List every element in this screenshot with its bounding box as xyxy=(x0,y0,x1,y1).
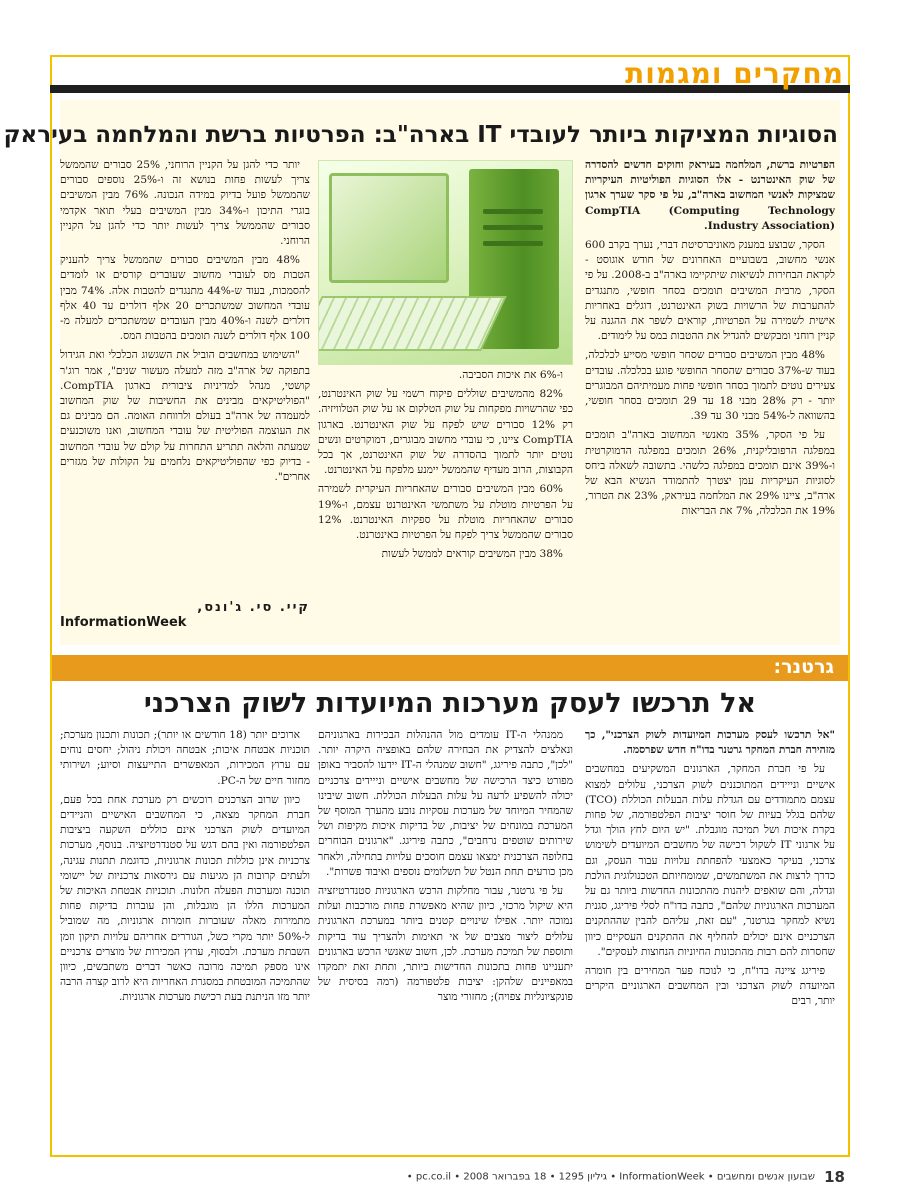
page-number: 18 xyxy=(824,1168,845,1186)
article-paragraph: פיריגג ציינה בדו"ח, כי לנוכח פער המחירים בין חומרה המיועדת לשוק הצרכני ובין המחשבים הארגוניים היקרים יותר, רבים xyxy=(585,965,835,1008)
drive-slot xyxy=(483,241,543,246)
article-1-column-1 xyxy=(585,158,835,640)
article-paragraph: 48% מבין המשיבים סבורים שהממשל צריך להעניק הטבות מס לעובדי מחשוב שעוברים קורסים או לומדים להסמכות, בעוד ש-44% מתנגדים להטבות אלה. 74% מבין עובדי המחשוב שמשתכרים 20 אלף דולרים עד 40 אלף דולרים לשנה ו-40% מבין העובדים שמשתכרים למעלה מ- 100 אלף דולרים לשנה תומכים בהטבות המס. xyxy=(60,254,310,343)
article-paragraph: 48% מבין המשיבים סבורים שסחר חופשי מסייע לכלכלה, בעוד ש-37% סבורים שהסחר החופשי פוגע בכלכלה. עובדים צעירים נוטים לתמוך בסחר חופשי פחות מעמיתיהם המבוגרים יותר - רק 28% מבני 18 עד 29 תומכים בסחר חופשי, בהשוואה ל-54% מבני 30 עד 39. xyxy=(585,349,835,423)
article-2-band-label: גרטנר: xyxy=(773,656,834,678)
article-1-lead: הפרטיות ברשת, המלחמה בעיראק וחוקים חדשים להסדרה של שוק האינטרנט - אלו הסוגיות הפוליטיות העיקריות שמציקות לאנשי המחשוב בארה"ב, על פי סקר שערך ארגון CompTIA (Computing Technology Industry Association). xyxy=(585,159,835,232)
byline-publication: InformationWeek xyxy=(60,615,187,630)
article-paragraph: 38% מבין המשיבים קוראים לממשל לעשות xyxy=(381,548,563,561)
article-paragraph: על פי גרטנר, עבור מחלקות הרכש הארגוניות סטנדרטיזציה היא שיקול מרכזי, כיוון שהיא מאפשרת פחות מורכבות ועלות נמוכה יותר. אפילו שינויים קטנים ביותר במערכת הארגונית עלולים ליצור מצבים של אי תאימות ולהצריך עוד בדיקות ותוספת של תמיכת מערכת. לכן, חשוב שאנשי הרכש בארגונים יתעניינו פחות בתכונות החדישות ביותר, ותחת זאת יתמקדו במאפיינים שלהקן: יציבות פלטפורמה (רמה בסיסית של פונקציונליות צפויה); מחזורי מוצר xyxy=(318,885,573,1004)
article-1-headline: הסוגיות המציקות ביותר לעובדי IT בארה"ב: הפרטיות ברשת והמלחמה בעיראק xyxy=(3,122,838,148)
article-paragraph: יותר כדי להגן על הקניין הרוחני, 25% סבורים שהממשל צריך לעשות פחות בנושא זה ו-25% נוספים סבורים שהממשל פועל בדיוק במידה הנכונה. 76% מבין המשיבים בוגרי התיכון ו-34% מבין המשיבים בעלי תואר אקדמי סבורים שהממשל צריך לעשות יותר כדי להגן על הקניין הרוחני. xyxy=(60,159,310,248)
article-paragraph: על פי הסקר, 35% מאנשי המחשוב בארה"ב תומכים במפלגה הרפובליקנית, 26% תומכים במפלגה הדמוקרטית ו-39% אינם תומכים במפלגה כלשהי. בתשובה לשאלה ביחס לסוגיות העיקריות עמן יצטרך להתמודד הנשיא הבא של ארה"ב, ציינו 29% את המלחמה בעיראק, 23% את הטרור, 19% את הכלכלה, 7% את הבריאות xyxy=(585,429,835,518)
monitor-shape xyxy=(329,173,449,283)
drive-slot xyxy=(483,225,543,230)
computer-photo xyxy=(318,160,573,365)
drive-slot xyxy=(483,209,543,214)
article-paragraph: 82% מהמשיבים שוללים פיקוח רשמי על שוק האינטרנט, כפי שהרשויות מפקחות על שוק הטלקום או על שוק הטלוויזיה. רק 12% סבורים שיש לפקח על שוק האינטרנט. בארגון CompTIA ציינו, כי עובדי מחשוב מבוגרים, דמוקרטים ונשים נוטים יותר לתמוך בהסדרה של שוק האינטרנט, אך בכל הקבוצות, הרוב מעדיף שהממשל יימנע מלפקח על האינטרנט. xyxy=(318,388,573,477)
article-2-lead: "אל תרכשו לעסק מערכות המיועדות לשוק הצרכני", כך מזהירה חברת המחקר גרטנר בדו"ח חדש שפרסמה. xyxy=(585,729,835,757)
article-2-column-2 xyxy=(318,728,573,1153)
article-paragraph: ארוכים יותר (18 חודשים או יותר); תכונות ותכנון מערכת; תוכניות אבטחת איכות; אבטחה ויכולת ניהול; יחסים נוחים עם ערוץ המכירות, המאפשרים התייעצות וסיוע; ושירותי מחזור חיים של ה-PC. xyxy=(60,729,310,787)
article-2-column-1 xyxy=(585,728,835,1153)
article-1-column-2 xyxy=(318,368,573,640)
footer-text: שבועון אנשים ומחשבים • InformationWeek • גיליון 1295 • 18 בפברואר 2008 • pc.co.il • xyxy=(406,1171,815,1183)
article-paragraph: הסקר, שבוצע במענק מאוניברסיטת דברי, נערך בקרב 600 אנשי מחשוב, בשבועיים האחרונים של חודש אוגוסט - לקראת הבחירות לנשיאות שיתקיימו בארה"ב ב-2008. על פי הסקר, מרבית המשיבים תומכים בסחר חופשי, מתנגדים להתערבות של הרשויות בשוק האינטרנט, דוגלים באחריות אישית לשמירה על הפרטיות, קוראים לשפר את ההגנה על קניין רוחני ומבקשים להגדיל את ההטבות במס על לימודים. xyxy=(585,239,835,343)
article-paragraph: כיוון שרוב הצרכנים רוכשים רק מערכת אחת בכל פעם, חברת המחקר מצאה, כי המחשבים האישיים והניידים המיועדים לשוק הצרכני אינם כוללים השקעה ביציבות הפלטפורמה ואין בהם דגש על סטנדרטיזציה. בנוסף, מערכות צרכניות אינן כוללות תכונות ארגוניות, כדוגמת תתנות עגינה, ולעתים קרובות הן מגיעות עם גירסאות צרכניות של יישומי תוכנה ומערכות הפעלה חלונות. תוכניות אבטחת האיכות של המערכות הללו הן מוגבלות, והן עוברות בדיקות פחות מתמירות מאלה שעוברות חומרות ארגוניות, מה שמוביל ל-50% יותר מקרי כשל, הגוררים אחריהם עלויות תיקון וזמן השבתת מערכת. ולבסוף, ערוץ המכירות של מוצרים צרכניים אינו מספק תמיכה מרובה כאשר דברים משתבשים, כיוון שהתמיכה המובטחת במסגרת האחריות היא לרוב קצרה הרבה יותר מזו הניתנת בעת רכישת מערכות ארגוניות. xyxy=(60,793,310,1004)
article-paragraph: ממנהלי ה-IT עומדים מול ההנהלות הבכירות בארגוניהם ונאלצים להצדיק את הבחירה שלהם באופציה היקרה יותר. "לכן", כתבה פיריגג, "חשוב שמנהלי ה-IT יידעו להסביר באופן מפורט כיצד הרכישה של מחשבים אישיים ונייידים צרכניים יכולה להשפיע לרעה על עלות הבעלות הכוללת. חשוב שיבינו שהמחיר המיוחד של מערכות עסקיות נובע מהערך המוסף של המערכת במונחים של יציבות, של בדיקות איכות מקיפות ושל שירותים שוטפים נרחבים", כתבה פיריגג. "ארגונים הבוחרים בחלופה הצרכנית ימצאו עצמם חוסכים עלויות בתחילה, ולאחר מכן כורעים תחת הנטל של תשלומים נוספים ואיבוד פשרות". xyxy=(318,729,573,878)
article-1-column-3 xyxy=(60,158,310,598)
article-paragraph: 60% מבין המשיבים סבורים שהאחריות העיקרית לשמירה על הפרטיות מוטלת על משתמשי האינטרנט עצמם, ו-19% סבורים שהאחריות מוטלת על ספקיות האינטרנט. 12% סבורים שהממשל צריך לפקח על הפרטיות באינטרנט. xyxy=(318,483,573,542)
article-2-headline: אל תרכשו לעסק מערכות המיועדות לשוק הצרכני xyxy=(143,688,757,719)
article-2-column-3 xyxy=(60,728,310,1153)
article-paragraph: "השימוש במחשבים הוביל את השגשוג הכלכלי ואת הגידול בתפוקה של ארה"ב מזה למעלה מעשור שנים", אמר רוג'ר קושטי, מנהל למדיניות ציבורית בארגון CompTIA. "הפוליטיקאים מבינים את החשיבות של שוק המחשוב למעמדה של ארה"ב בעולם ולרווחת האומה. הם מבינים גם את העוצמה הפוליטית של עובדי המחשוב, ואנו משוכנעים שמעתה והלאה תתריע התחרות על קולם של עובדי המחשוב - בדיוק כפי שהפוליטיקאים נלחמים על הקולות של מגזרים אחרים". xyxy=(60,349,310,484)
page-footer xyxy=(60,1168,845,1188)
byline-author: קיי. סי. ג'ונס, xyxy=(197,600,310,615)
article-paragraph: על פי חברת המחקר, הארגונים המשקיעים במחשבים אישיים ונייידים המתוכננים לשוק הצרכני, עלולים למצוא עצמם מתמודדים עם הגדלת עלות הבעלות הכוללת (TCO) שלהם בגלל בעיות של חוסר יציבות הפלטפורמה, של פחות בקרת איכות ושל תמיכה מוגבלת. "יש היום לחץ הולך וגדל על ארגוני IT לשקול רכישה של מחשבים המיועדים לשימוש צרכני, בעיקר כאמצעי להפחתת עלויות עבור העסק, וגם כדרך לרצות את המשתמשים, שמומחיותם הטכנולוגית הולכת וגדלה, והם שואפים ליהנות מהתכונות החדשות ביותר גם על המערכות הארגוניות שלהם", כתבה בדו"ח לסלי פיריגג, סגנית נשיא למחקר בגרטנר, "עם זאת, עליהם להבין שההתקנים הצרכניים אינם יכולים להחליף את ההתקנים העסקיים כיוון שחסרות להם רבות מהתכונות החיוניות הנחוצות לעסקים". xyxy=(585,763,835,958)
section-header xyxy=(50,55,850,93)
keyboard-shape xyxy=(318,296,507,351)
article-paragraph: ו-6% את איכות הסביבה. xyxy=(458,369,563,381)
section-title: מחקרים ומגמות xyxy=(625,57,844,90)
article-1-byline xyxy=(60,600,310,630)
article-2-band xyxy=(52,655,848,681)
